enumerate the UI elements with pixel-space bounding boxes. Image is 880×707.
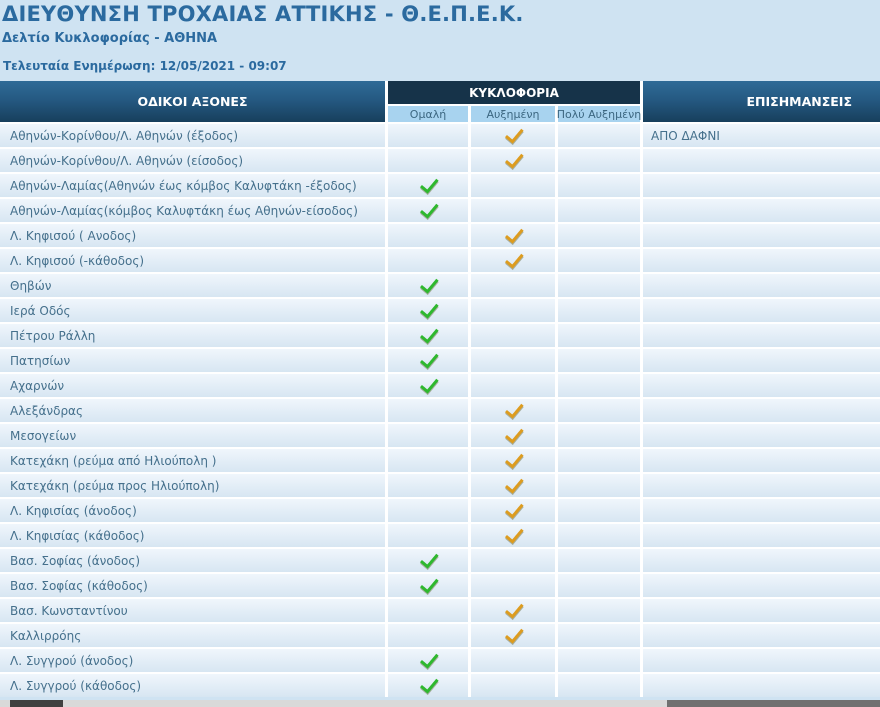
status-cell-very-increased xyxy=(558,524,640,547)
remark-cell xyxy=(643,224,880,247)
remark-cell xyxy=(643,449,880,472)
road-name: Πέτρου Ράλλη xyxy=(0,324,385,347)
status-cell-normal xyxy=(388,649,468,672)
status-cell-increased xyxy=(471,199,555,222)
checkmark-icon xyxy=(505,124,524,143)
remark-cell xyxy=(643,174,880,197)
page-title: ΔΙΕΥΘΥΝΣΗ ΤΡΟΧΑΙΑΣ ΑΤΤΙΚΗΣ - Θ.Ε.Π.Ε.Κ. xyxy=(2,2,524,26)
road-name: Βασ. Σοφίας (άνοδος) xyxy=(0,549,385,572)
road-name: Αχαρνών xyxy=(0,374,385,397)
remark-cell xyxy=(643,549,880,572)
status-cell-very-increased xyxy=(558,474,640,497)
status-cell-normal xyxy=(388,199,468,222)
status-cell-increased xyxy=(471,224,555,247)
status-cell-very-increased xyxy=(558,399,640,422)
status-cell-normal xyxy=(388,324,468,347)
status-cell-increased xyxy=(471,374,555,397)
remark-cell xyxy=(643,474,880,497)
status-cell-normal xyxy=(388,549,468,572)
checkmark-icon xyxy=(420,374,439,393)
checkmark-icon xyxy=(505,424,524,443)
last-update xyxy=(3,59,287,73)
traffic-level-normal-header: Ομαλή xyxy=(388,106,468,122)
status-cell-very-increased xyxy=(558,449,640,472)
status-cell-normal xyxy=(388,399,468,422)
status-cell-very-increased xyxy=(558,199,640,222)
road-name: Αθηνών-Κορίνθου/Λ. Αθηνών (έξοδος) xyxy=(0,124,385,147)
status-cell-very-increased xyxy=(558,174,640,197)
remark-cell xyxy=(643,674,880,697)
remark-cell xyxy=(643,599,880,622)
status-cell-normal xyxy=(388,249,468,272)
traffic-table xyxy=(0,81,880,697)
status-cell-normal xyxy=(388,299,468,322)
road-name: Λ. Κηφισίας (άνοδος) xyxy=(0,499,385,522)
status-cell-very-increased xyxy=(558,424,640,447)
checkmark-icon xyxy=(505,449,524,468)
road-name: Αλεξάνδρας xyxy=(0,399,385,422)
traffic-level-very-increased-header: Πολύ Αυξημένη xyxy=(556,107,642,121)
status-cell-increased xyxy=(471,249,555,272)
road-name: Αθηνών-Λαμίας(κόμβος Καλυφτάκη έως Αθηνών-είσοδος) xyxy=(0,199,385,222)
road-name: Αθηνών-Λαμίας(Αθηνών έως κόμβος Καλυφτάκη -έξοδος) xyxy=(0,174,385,197)
status-cell-increased xyxy=(471,549,555,572)
checkmark-icon xyxy=(420,349,439,368)
status-cell-normal xyxy=(388,274,468,297)
status-cell-increased xyxy=(471,624,555,647)
status-cell-very-increased xyxy=(558,274,640,297)
status-cell-very-increased xyxy=(558,149,640,172)
remark-cell xyxy=(643,524,880,547)
last-update-label: Τελευταία Ενημέρωση: xyxy=(3,59,156,73)
status-cell-increased xyxy=(471,474,555,497)
last-update-value: 12/05/2021 - 09:07 xyxy=(159,59,287,73)
status-cell-normal xyxy=(388,449,468,472)
checkmark-icon xyxy=(505,499,524,518)
status-cell-increased xyxy=(471,674,555,697)
status-cell-very-increased xyxy=(558,624,640,647)
status-cell-very-increased xyxy=(558,674,640,697)
checkmark-icon xyxy=(505,599,524,618)
remark-cell xyxy=(643,374,880,397)
remark-cell xyxy=(643,574,880,597)
remark-cell xyxy=(643,199,880,222)
status-cell-increased xyxy=(471,324,555,347)
remark-cell xyxy=(643,274,880,297)
status-cell-normal xyxy=(388,624,468,647)
checkmark-icon xyxy=(420,549,439,568)
road-name: Βασ. Σοφίας (κάθοδος) xyxy=(0,574,385,597)
status-cell-increased xyxy=(471,349,555,372)
remark-cell xyxy=(643,499,880,522)
checkmark-icon xyxy=(420,649,439,668)
remark-cell xyxy=(643,299,880,322)
remark-cell xyxy=(643,399,880,422)
remark-cell xyxy=(643,349,880,372)
remark-cell xyxy=(643,424,880,447)
remark-cell xyxy=(643,324,880,347)
status-cell-very-increased xyxy=(558,574,640,597)
status-cell-very-increased xyxy=(558,374,640,397)
status-cell-increased xyxy=(471,449,555,472)
status-cell-very-increased xyxy=(558,299,640,322)
traffic-group-header: ΚΥΚΛΟΦΟΡΙΑ xyxy=(388,81,640,104)
status-cell-very-increased xyxy=(558,349,640,372)
status-cell-normal xyxy=(388,599,468,622)
road-name: Μεσογείων xyxy=(0,424,385,447)
status-cell-increased xyxy=(471,149,555,172)
status-cell-very-increased xyxy=(558,124,640,147)
checkmark-icon xyxy=(420,299,439,318)
status-cell-normal xyxy=(388,174,468,197)
remark-cell xyxy=(643,149,880,172)
checkmark-icon xyxy=(505,524,524,543)
status-cell-normal xyxy=(388,674,468,697)
status-cell-increased xyxy=(471,599,555,622)
status-cell-normal xyxy=(388,424,468,447)
checkmark-icon xyxy=(505,399,524,418)
checkmark-icon xyxy=(420,674,439,693)
horizontal-scrollbar-right-segment xyxy=(667,700,880,707)
checkmark-icon xyxy=(420,324,439,343)
checkmark-icon xyxy=(505,474,524,493)
status-cell-increased xyxy=(471,649,555,672)
status-cell-very-increased xyxy=(558,649,640,672)
status-cell-increased xyxy=(471,524,555,547)
checkmark-icon xyxy=(420,174,439,193)
status-cell-very-increased xyxy=(558,499,640,522)
road-name: Πατησίων xyxy=(0,349,385,372)
status-cell-increased xyxy=(471,499,555,522)
checkmark-icon xyxy=(420,574,439,593)
status-cell-very-increased xyxy=(558,224,640,247)
road-name: Κατεχάκη (ρεύμα από Ηλιούπολη ) xyxy=(0,449,385,472)
status-cell-increased xyxy=(471,574,555,597)
axes-column-header: ΟΔΙΚΟΙ ΑΞΟΝΕΣ xyxy=(0,81,385,122)
horizontal-scrollbar[interactable] xyxy=(0,700,880,707)
horizontal-scrollbar-thumb[interactable] xyxy=(10,700,63,707)
status-cell-increased xyxy=(471,274,555,297)
status-cell-increased xyxy=(471,174,555,197)
road-name: Ιερά Οδός xyxy=(0,299,385,322)
status-cell-very-increased xyxy=(558,599,640,622)
road-name: Καλλιρρόης xyxy=(0,624,385,647)
remark-cell xyxy=(643,649,880,672)
road-name: Λ. Συγγρού (κάθοδος) xyxy=(0,674,385,697)
remarks-column-header: ΕΠΙΣΗΜΑΝΣΕΙΣ xyxy=(643,81,880,122)
masthead xyxy=(0,0,880,81)
road-name: Θηβών xyxy=(0,274,385,297)
status-cell-very-increased xyxy=(558,549,640,572)
status-cell-very-increased xyxy=(558,324,640,347)
road-name: Αθηνών-Κορίνθου/Λ. Αθηνών (είσοδος) xyxy=(0,149,385,172)
checkmark-icon xyxy=(420,199,439,218)
status-cell-normal xyxy=(388,149,468,172)
status-cell-increased xyxy=(471,124,555,147)
status-cell-normal xyxy=(388,124,468,147)
status-cell-normal xyxy=(388,574,468,597)
checkmark-icon xyxy=(505,149,524,168)
road-name: Λ. Κηφισού ( Ανοδος) xyxy=(0,224,385,247)
road-name: Λ. Κηφισού (-κάθοδος) xyxy=(0,249,385,272)
status-cell-very-increased xyxy=(558,249,640,272)
checkmark-icon xyxy=(505,624,524,643)
remark-cell xyxy=(643,249,880,272)
checkmark-icon xyxy=(420,274,439,293)
road-name: Κατεχάκη (ρεύμα προς Ηλιούπολη) xyxy=(0,474,385,497)
page-subtitle: Δελτίο Κυκλοφορίας - ΑΘΗΝΑ xyxy=(2,31,218,46)
status-cell-increased xyxy=(471,399,555,422)
status-cell-normal xyxy=(388,374,468,397)
status-cell-normal xyxy=(388,349,468,372)
traffic-level-increased-header: Αυξημένη xyxy=(471,106,555,122)
status-cell-normal xyxy=(388,474,468,497)
road-name: Λ. Συγγρού (άνοδος) xyxy=(0,649,385,672)
road-name: Λ. Κηφισίας (κάθοδος) xyxy=(0,524,385,547)
checkmark-icon xyxy=(505,249,524,268)
status-cell-normal xyxy=(388,499,468,522)
status-cell-normal xyxy=(388,524,468,547)
road-name: Βασ. Κωνσταντίνου xyxy=(0,599,385,622)
checkmark-icon xyxy=(505,224,524,243)
status-cell-increased xyxy=(471,299,555,322)
status-cell-normal xyxy=(388,224,468,247)
remark-cell xyxy=(643,624,880,647)
remark-cell: ΑΠΟ ΔΑΦΝΙ xyxy=(643,124,880,147)
status-cell-increased xyxy=(471,424,555,447)
